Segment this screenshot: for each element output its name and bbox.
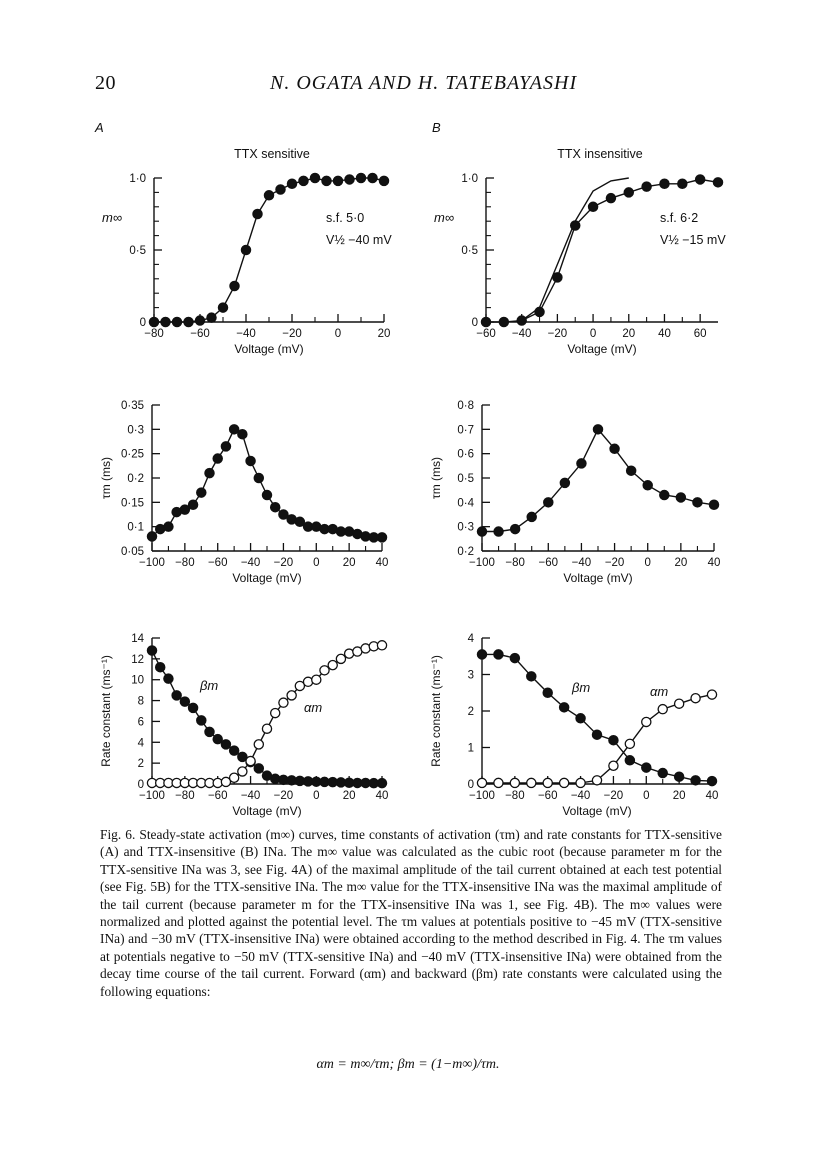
data-point [477, 778, 486, 787]
x-tick-label: −60 [538, 557, 559, 569]
data-point [254, 740, 263, 749]
data-point [147, 532, 156, 541]
data-point [253, 209, 262, 218]
x-tick-label: −20 [604, 557, 625, 569]
x-tick-label: −40 [570, 790, 591, 802]
x-tick-label: −20 [603, 790, 624, 802]
data-point [707, 776, 716, 785]
figure-caption: Fig. 6. Steady-state activation (m∞) curves, time constants of activation (τm) and rate constants for TTX-sensitive (A) and TTX-insensitive (B) INa. The m∞ value was calculated as the cubic root (because parameter m for the TTX-sensitive INa was 3, see Fig. 4A) of the maximal amplitude of the tail current obtained at each test potential (see Fig. 5B) for the TTX-sensitive INa. The m∞ value for the TTX-insensitive INa was the maximal amplitude of the tail current (because parameter m for the TTX-insensitive INa was 1, see Fig. 4B). The m∞ values were normalized and plotted against the potential level. The τm values at potentials positive to −45 mV (TTX-sensitive INa) and −30 mV (TTX-insensitive INa) were obtained according to the method described in Fig. 4. The τm values at potentials negative to −50 mV (TTX-sensitive INa) and −40 mV (TTX-insensitive INa) were obtained from the decay time course of the tail current. Forward (αm) and backward (βm) rate constants were calculated using the following equations: [100, 827, 722, 999]
data-point [510, 653, 519, 662]
x-tick-label: 20 [342, 557, 356, 569]
series-label: αm [304, 700, 323, 715]
x-tick-label: 40 [705, 790, 719, 802]
y-tick-label: 1·0 [461, 173, 478, 185]
data-point [499, 317, 508, 326]
y-tick-label: 4 [467, 633, 474, 645]
chart-title: TTX sensitive [234, 147, 310, 161]
data-point [377, 641, 386, 650]
y-tick-label: 0·1 [127, 521, 144, 534]
data-point [287, 179, 296, 188]
data-point [238, 767, 247, 776]
data-point [627, 466, 636, 475]
y-tick-label: 2 [137, 758, 144, 771]
x-tick-label: −60 [207, 557, 228, 569]
x-tick-label: 0 [644, 557, 651, 569]
chart-title: TTX insensitive [557, 147, 643, 161]
data-point [230, 281, 239, 290]
chart-annotation: V½ −15 mV [660, 233, 726, 247]
data-point [693, 498, 702, 507]
x-tick-label: 20 [674, 557, 688, 569]
y-tick-label: 0·15 [120, 497, 144, 510]
data-point [221, 740, 230, 749]
data-point [299, 176, 308, 185]
data-point [295, 517, 304, 526]
data-point [230, 773, 239, 782]
data-point [642, 763, 651, 772]
panel-label-b: B [432, 120, 441, 135]
panel-label-a: A [95, 120, 104, 135]
data-point [588, 202, 597, 211]
data-point [642, 717, 651, 726]
data-point [230, 746, 239, 755]
data-point [675, 699, 684, 708]
y-tick-label: 0·2 [127, 473, 144, 485]
data-point [276, 185, 285, 194]
series-line-data [482, 429, 714, 531]
x-tick-label: 0 [313, 557, 320, 569]
chart-annotation: V½ −40 mV [326, 233, 392, 247]
data-point [149, 317, 158, 326]
y-tick-label: 0·7 [457, 424, 474, 437]
y-tick-label: 4 [137, 737, 144, 750]
series-line-αm [152, 645, 382, 783]
data-point [197, 488, 206, 497]
chart-annotation: s.f. 5·0 [326, 211, 365, 225]
y-tick-label: 0·3 [127, 424, 144, 437]
y-tick-label: 0·2 [457, 546, 474, 558]
data-point [494, 650, 503, 659]
y-axis-label: τm (ms) [99, 456, 113, 500]
x-tick-label: 20 [622, 328, 636, 340]
chart-a1 [102, 147, 392, 356]
data-point [577, 459, 586, 468]
x-tick-label: −80 [175, 557, 195, 569]
data-point [691, 776, 700, 785]
x-tick-label: 20 [377, 328, 391, 340]
y-tick-label: 0·4 [457, 497, 474, 510]
data-point [184, 317, 193, 326]
data-point [658, 768, 667, 777]
x-axis-label: Voltage (mV) [567, 342, 637, 356]
series-line-data [152, 429, 382, 537]
data-point [172, 317, 181, 326]
data-point [310, 173, 319, 182]
x-tick-label: 0 [313, 790, 320, 802]
x-tick-label: 40 [658, 328, 671, 340]
data-point [271, 708, 280, 717]
page-number: 20 [95, 72, 116, 94]
y-tick-label: 14 [131, 633, 144, 645]
series-line-data [486, 179, 718, 322]
data-point [527, 778, 536, 787]
data-point [691, 694, 700, 703]
data-point [678, 179, 687, 188]
x-tick-label: 20 [672, 790, 686, 802]
data-point [377, 533, 386, 542]
x-tick-label: −20 [547, 328, 568, 340]
data-point [147, 646, 156, 655]
data-point [345, 175, 354, 184]
data-point [560, 478, 569, 487]
data-point [377, 779, 386, 788]
y-tick-label: 8 [137, 695, 144, 708]
data-point [592, 776, 601, 785]
data-point [481, 317, 490, 326]
data-point [642, 182, 651, 191]
data-point [356, 173, 365, 182]
data-point [696, 175, 705, 184]
data-point [527, 672, 536, 681]
data-point [279, 510, 288, 519]
y-tick-label: 0·25 [120, 448, 144, 461]
data-point [241, 245, 250, 254]
y-tick-label: 0·6 [457, 448, 474, 461]
data-point [676, 493, 685, 502]
x-tick-label: −40 [236, 328, 256, 340]
data-point [180, 697, 189, 706]
x-axis-label: Voltage (mV) [232, 571, 302, 585]
series-label: αm [650, 684, 669, 699]
data-point [609, 761, 618, 770]
rate-equation: αm = m∞/τm; βm = (1−m∞)/τm. [316, 1057, 500, 1072]
data-point [333, 176, 342, 185]
x-tick-label: −60 [190, 328, 210, 340]
data-point [172, 691, 181, 700]
data-point [477, 527, 486, 536]
y-axis-label: τm (ms) [429, 456, 443, 500]
x-tick-label: −40 [571, 557, 592, 569]
x-tick-label: −60 [207, 790, 228, 802]
x-tick-label: −40 [240, 557, 261, 569]
data-point [164, 674, 173, 683]
data-point [368, 173, 377, 182]
data-point [287, 691, 296, 700]
series-line-βm [152, 651, 382, 784]
y-tick-label: 0·3 [457, 521, 474, 534]
data-point [213, 454, 222, 463]
data-point [535, 307, 544, 316]
y-tick-label: 12 [131, 653, 144, 666]
data-point [188, 500, 197, 509]
y-tick-label: 1·0 [129, 173, 146, 185]
y-tick-label: 0 [139, 317, 146, 329]
x-tick-label: −20 [273, 790, 294, 802]
y-tick-label: 0·35 [120, 400, 144, 412]
data-point [254, 764, 263, 773]
data-point [543, 778, 552, 787]
x-tick-label: −80 [175, 790, 195, 802]
x-tick-label: −100 [469, 790, 495, 802]
data-point [271, 503, 280, 512]
data-point [625, 739, 634, 748]
x-tick-label: −20 [273, 557, 294, 569]
y-tick-label: 0 [471, 317, 478, 329]
data-point [164, 522, 173, 531]
data-point [675, 772, 684, 781]
data-point [205, 469, 214, 478]
y-tick-label: 0 [467, 779, 474, 791]
data-point [180, 505, 189, 514]
data-point [195, 316, 204, 325]
series-line-βm [482, 654, 712, 781]
data-point [246, 756, 255, 765]
data-point [510, 778, 519, 787]
x-axis-label: Voltage (mV) [232, 804, 302, 818]
data-point [207, 313, 216, 322]
chart-a3 [99, 633, 388, 818]
data-point [709, 500, 718, 509]
series-label: βm [572, 680, 591, 695]
y-tick-label: 1 [467, 742, 474, 755]
data-point [660, 179, 669, 188]
y-axis-label: m∞ [434, 210, 455, 225]
y-tick-label: 0 [137, 779, 144, 791]
chart-b1 [434, 147, 726, 356]
data-point [707, 690, 716, 699]
x-tick-label: −60 [476, 328, 496, 340]
data-point [213, 735, 222, 744]
x-tick-label: −80 [505, 790, 525, 802]
x-tick-label: −100 [139, 557, 165, 569]
data-point [188, 703, 197, 712]
data-point [238, 430, 247, 439]
data-point [543, 688, 552, 697]
chart-a2 [99, 400, 388, 585]
y-tick-label: 0·5 [461, 245, 478, 257]
data-point [606, 194, 615, 203]
data-point [221, 442, 230, 451]
y-tick-label: 3 [467, 669, 474, 682]
data-point [156, 663, 165, 672]
y-tick-label: 6 [137, 716, 144, 729]
y-tick-label: 2 [467, 706, 474, 718]
x-axis-label: Voltage (mV) [563, 571, 633, 585]
x-tick-label: 0 [334, 328, 342, 340]
data-point [328, 661, 337, 670]
x-tick-label: 40 [707, 557, 721, 569]
data-point [205, 727, 214, 736]
data-point [560, 778, 569, 787]
x-tick-label: −60 [537, 790, 558, 802]
data-point [264, 191, 273, 200]
x-tick-label: −80 [505, 557, 525, 569]
data-point [322, 176, 331, 185]
data-point [218, 303, 227, 312]
data-point [254, 473, 263, 482]
data-point [553, 273, 562, 282]
data-point [610, 444, 619, 453]
data-point [246, 456, 255, 465]
data-point [527, 512, 536, 521]
data-point [320, 666, 329, 675]
data-point [279, 698, 288, 707]
y-tick-label: 10 [131, 674, 144, 687]
data-point [197, 716, 206, 725]
data-point [593, 425, 602, 434]
data-point [477, 650, 486, 659]
data-point [624, 188, 633, 197]
y-axis-label: m∞ [102, 210, 123, 225]
x-tick-label: −100 [469, 557, 495, 569]
x-tick-label: 40 [375, 557, 389, 569]
x-tick-label: 20 [342, 790, 356, 802]
data-point [713, 178, 722, 187]
y-tick-label: 0·5 [457, 473, 474, 485]
x-tick-label: −20 [282, 328, 302, 340]
data-point [625, 756, 634, 765]
x-tick-label: −80 [144, 328, 164, 340]
x-tick-label: −100 [139, 790, 165, 802]
data-point [660, 490, 669, 499]
y-tick-label: 0·8 [457, 400, 474, 412]
data-point [544, 498, 553, 507]
data-point [609, 736, 618, 745]
data-point [576, 714, 585, 723]
y-axis-label: Rate constant (ms⁻¹) [99, 655, 113, 767]
data-point [161, 317, 170, 326]
data-point [576, 778, 585, 787]
data-point [658, 705, 667, 714]
y-tick-label: 0·5 [129, 245, 146, 257]
x-tick-label: 40 [375, 790, 389, 802]
x-tick-label: 0 [643, 790, 650, 802]
x-axis-label: Voltage (mV) [234, 342, 304, 356]
data-point [494, 778, 503, 787]
data-point [560, 703, 569, 712]
chart-b2 [429, 400, 720, 585]
data-point [336, 654, 345, 663]
y-axis-label: Rate constant (ms⁻¹) [429, 655, 443, 767]
x-tick-label: −40 [511, 328, 532, 340]
x-axis-label: Voltage (mV) [562, 804, 632, 818]
data-point [592, 730, 601, 739]
x-tick-label: 60 [693, 328, 707, 340]
data-point [262, 724, 271, 733]
data-point [262, 490, 271, 499]
y-tick-label: 0·05 [120, 546, 144, 558]
chart-b3 [429, 633, 718, 818]
data-point [494, 527, 503, 536]
data-point [312, 675, 321, 684]
chart-annotation: s.f. 6·2 [660, 211, 699, 225]
x-tick-label: −40 [240, 790, 261, 802]
data-point [379, 176, 388, 185]
data-point [643, 481, 652, 490]
data-point [511, 525, 520, 534]
series-label: βm [200, 678, 219, 693]
data-point [230, 425, 239, 434]
x-tick-label: 0 [589, 328, 597, 340]
running-head: N. OGATA AND H. TATEBAYASHI [270, 72, 578, 94]
